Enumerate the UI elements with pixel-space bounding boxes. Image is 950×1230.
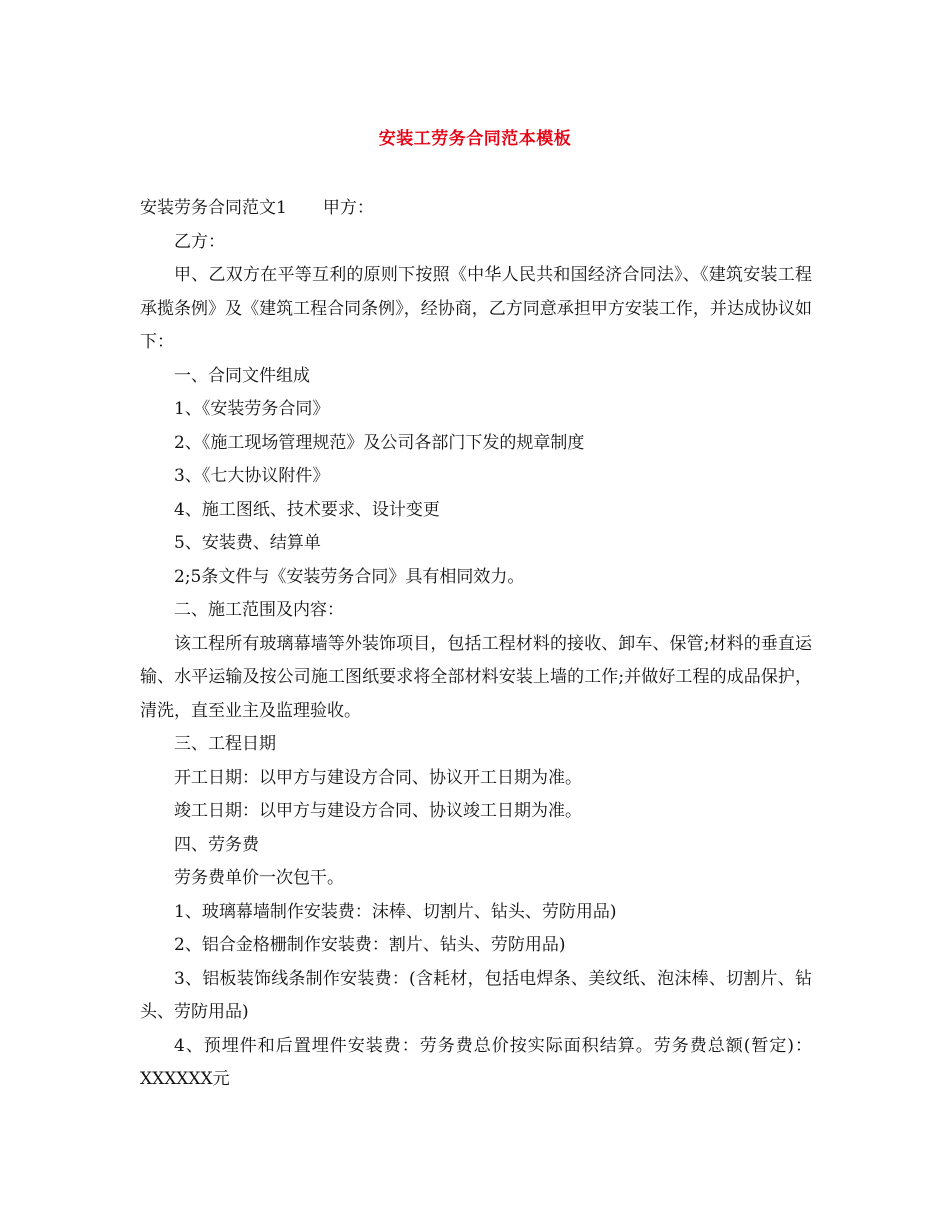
list-item: 4、施工图纸、技术要求、设计变更 — [174, 499, 440, 520]
paragraph: 该工程所有玻璃幕墙等外装饰项目，包括工程材料的接收、卸车、保管;材料的垂直运输、水平运输及按公司施工图纸要求将全部材料安装上墙的工作;并做好工程的成品保护，清洗，直至业主及监理验收。 — [140, 633, 812, 721]
list-item: 3、《七大协议附件》 — [174, 466, 330, 486]
document-body — [140, 192, 812, 1097]
list-item: 5、安装费、结算单 — [174, 533, 321, 553]
section-heading: 一、合同文件组成 — [174, 365, 310, 386]
list-item: 2、铝合金格栅制作安装费：割片、钻头、劳防用品) — [174, 935, 566, 955]
section-heading: 二、施工范围及内容： — [174, 600, 344, 620]
party-a-label: 甲方： — [322, 198, 374, 218]
first-line — [140, 192, 812, 226]
paragraph: 2;5条文件与《安装劳务合同》具有相同效力。 — [174, 566, 525, 587]
paragraph: 劳务费单价一次包干。 — [174, 868, 344, 888]
paragraph: 竣工日期：以甲方与建设方合同、协议竣工日期为准。 — [174, 801, 582, 821]
list-item: 2、《施工现场管理规范》及公司各部门下发的规章制度 — [174, 432, 585, 453]
paragraph: 甲、乙双方在平等互利的原则下按照《中华人民共和国经济合同法》、《建筑安装工程承揽条例》及《建筑工程合同条例》，经协商，乙方同意承担甲方安装工作，并达成协议如下： — [140, 265, 812, 352]
list-item: 1、《安装劳务合同》 — [174, 399, 330, 419]
document-title: 安装工劳务合同范本模板 — [378, 129, 572, 149]
paragraph: 开工日期：以甲方与建设方合同、协议开工日期为准。 — [174, 767, 582, 788]
section-heading: 三、工程日期 — [174, 734, 276, 754]
paragraph: 乙方： — [174, 231, 225, 252]
list-item: 1、玻璃幕墙制作安装费：沫棒、切割片、钻头、劳防用品) — [174, 901, 617, 922]
contract-label: 安装劳务合同范文1 — [140, 198, 287, 218]
list-item: 4、预埋件和后置埋件安装费：劳务费总价按实际面积结算。劳务费总额(暂定)：XXXXXX元 — [140, 1035, 812, 1089]
section-heading: 四、劳务费 — [174, 834, 259, 855]
list-item: 3、铝板装饰线条制作安装费：(含耗材，包括电焊条、美纹纸、泡沫棒、切割片、钻头、劳防用品) — [140, 968, 812, 1022]
